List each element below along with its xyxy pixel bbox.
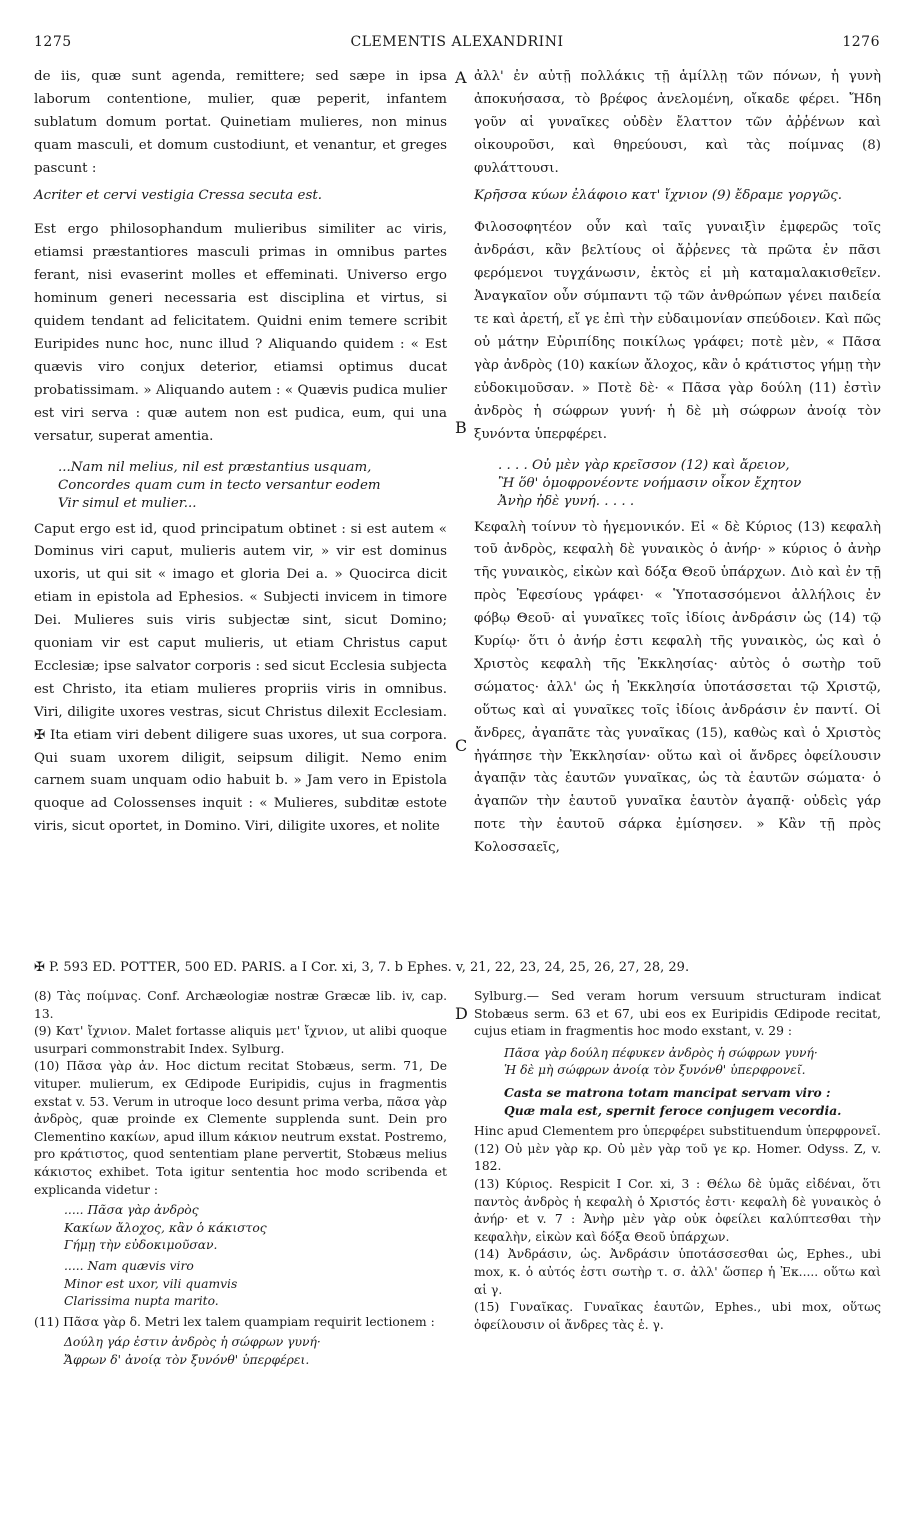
footnotes-right	[474, 988, 881, 1334]
verse-line: Πᾶσα γὰρ δούλη πέφυκεν ἀνδρὸς ἡ σώφρων γυνή·	[504, 1045, 818, 1060]
footnote: (11) Πᾶσα γὰρ δ. Metri lex talem quampiam requirit lectionem :	[34, 1314, 435, 1329]
footnote: (12) Οὐ μὲν γὰρ κρ. Οὐ μὲν γὰρ τοῦ γε κρ. Homer. Odyss. Z, v. 182.	[474, 1141, 881, 1174]
running-title: CLEMENTIS ALEXANDRINI	[350, 34, 564, 50]
footnotes-left	[34, 988, 447, 1372]
greek-paragraph: Φιλοσοφητέον οὖν καὶ ταῖς γυναιξὶν ἐμφερῶς τοῖς ἀνδράσι, κἂν βελτίους οἱ ἄῤῥενες τὰ πρῶτα ἐν πᾶσι φερόμενοι τυγχάνωσιν, ἐκτὸς εἰ μὴ καταμαλακισθεῖεν. Ἀναγκαῖον οὖν σύμπαντι τῷ τῶν ἀνθρώπων γένει παιδεία τε καὶ ἀρετή, εἴ γε ἐπὶ τὴν εὐδαιμονίαν σπεύδοιεν. Καὶ πῶς οὐ μάτην Εὐριπίδης ποικίλως γράφει; ποτὲ μὲν, « Πᾶσα γὰρ ἀνδρὸς (10) κακίων ἄλοχος, κἂν ὁ κράτιστος γήμῃ τὴν εὐδοκιμοῦσαν. » Ποτὲ δὲ· « Πᾶσα γὰρ δούλη (11) ἐστὶν ἀνδρὸς ἡ σώφρων γυνή· ἡ δὲ μὴ σώφρων ἀνοίᾳ τὸν ξυνόντα ὑπερφέρει.	[474, 220, 881, 442]
footnote: Hinc apud Clementem pro ὑπερφέρει substituendum ὑπερφρονεῖ.	[474, 1124, 881, 1139]
verse-line: . . . . Οὐ μὲν γὰρ κρεῖσσον (12) καὶ ἄρειον,	[498, 457, 790, 473]
verse-line: Quæ mala est, spernit feroce conjugem vecordia.	[504, 1102, 842, 1118]
verse-line: Casta se matrona totam mancipat servam viro :	[504, 1084, 831, 1100]
page-number-right: 1276	[842, 34, 880, 50]
verse-line: Ἢ ὅθ' ὁμοφρονέοντε νοήμασιν οἶκον ἔχητον	[498, 475, 802, 491]
verse-line: ...Nam nil melius, nil est præstantius usquam,	[58, 459, 372, 475]
footnote: (14) Ἀνδράσιν, ὡς. Ἀνδράσιν ὑποτάσσεσθαι ὡς, Ephes., ubi mox, κ. ὁ αὐτός ἐστι σωτὴρ τ. σ. ἀλλ' ὥσπερ ἡ Ἐκ..... οὕτω καὶ αἱ γ.	[474, 1247, 881, 1297]
margin-marker-a: A	[455, 68, 467, 87]
footnote-verse	[474, 1084, 881, 1119]
page-number-left: 1275	[34, 34, 72, 50]
verse-line: ..... Πᾶσα γὰρ ἀνδρὸς	[64, 1203, 199, 1218]
footnote-verse	[474, 1045, 881, 1080]
greek-column	[474, 66, 881, 860]
verse-line: Minor est uxor, vili quamvis	[64, 1276, 238, 1291]
verse-line: Γήμῃ τὴν εὐδοκιμοῦσαν.	[64, 1238, 218, 1253]
verse-line: Ἀνὴρ ἠδὲ γυνή. . . . .	[498, 493, 635, 509]
greek-verse-block	[474, 457, 881, 511]
margin-marker-d: D	[455, 1004, 468, 1023]
footnote: (8) Τὰς ποίμνας. Conf. Archæologiæ nostræ Græcæ lib. iv, cap. 13.	[34, 989, 447, 1021]
verse-line: Vir simul et mulier...	[58, 495, 197, 511]
running-header	[34, 34, 880, 54]
verse-line: Clarissima nupta marito.	[64, 1294, 219, 1309]
greek-paragraph: ἀλλ' ἐν αὐτῇ πολλάκις τῇ ἁμίλλῃ τῶν πόνων, ἡ γυνὴ ἀποκυήσασα, τὸ βρέφος ἀνελομένη, οἴκαδε φέρει. Ἤδη γοῦν αἱ γυναῖκες οὐδὲν ἔλαττον τῶν ἀῤῥένων καὶ οἰκουροῦσι, καὶ θηρεύουσι, καὶ τὰς ποίμνας (8) φυλάττουσι.	[474, 69, 881, 176]
footnote: (15) Γυναῖκας. Γυναῖκας ἑαυτῶν, Ephes., ubi mox, οὕτως ὀφείλουσιν οἱ ἄνδρες τὰς ἑ. γ.	[474, 1300, 881, 1332]
latin-column	[34, 66, 447, 839]
latin-paragraph: Est ergo philosophandum mulieribus similiter ac viris, etiamsi præstantiores masculi primas in omnibus partes ferant, nisi evaserint molles et effeminati. Universo ergo hominum generi necessaria est disciplina et virtus, si quidem tendant ad felicitatem. Quidni enim temere scribit Euripides nunc hoc, nunc illud ? Aliquando quidem : « Est quævis viro conjux deterior, etiamsi optimus ducat probatissimam. » Aliquando autem : « Quævis pudica mulier est viri serva : quæ autem non est pudica, eum, qui una versatur, superat amentia.	[34, 222, 447, 444]
margin-marker-b: B	[455, 418, 467, 437]
footnote: Sylburg.— Sed veram horum versuum structuram indicat Stobæus serm. 63 et 67, ubi eos ex Euripidis Œdipode recitat, cujus etiam in fragmentis hoc modo exstant, v. 29 :	[474, 989, 881, 1039]
footnote-verse	[34, 1258, 447, 1311]
verse-line: Ἄφρων δ' ἀνοίᾳ τὸν ξυνόνθ' ὑπερφέρει.	[64, 1352, 310, 1367]
margin-marker-c: C	[455, 736, 468, 755]
reference-line: ✠ P. 593 ED. POTTER, 500 ED. PARIS. a I Cor. xi, 3, 7. b Ephes. v, 21, 22, 23, 24, 25, 26, 27, 28, 29.	[34, 960, 690, 975]
verse-line: ..... Nam quævis viro	[64, 1258, 194, 1273]
footnote: (9) Κατ' ἴχνιον. Malet fortasse aliquis μετ' ἴχνιον, ut alibi quoque usurpari commonstrabit Index. Sylburg.	[34, 1024, 447, 1056]
greek-verse: Κρῆσσα κύων ἐλάφοιο κατ' ἴχνιον (9) ἔδραμε γοργῶς.	[474, 187, 842, 203]
latin-verse: Acriter et cervi vestigia Cressa secuta est.	[34, 187, 322, 203]
latin-verse-block	[34, 459, 447, 513]
footnote: (13) Κύριος. Respicit I Cor. xi, 3 : Θέλω δὲ ὑμᾶς εἰδέναι, ὅτι παντὸς ἀνδρὸς ἡ κεφαλὴ ὁ Χριστός ἐστι· κεφαλὴ δὲ γυναικὸς ὁ ἀνήρ· et v. 7 : Ἀνὴρ μὲν γὰρ οὐκ ὀφείλει καλύπτεσθαι τὴν κεφαλὴν, εἰκὼν καὶ δόξα Θεοῦ ὑπάρχων.	[474, 1176, 881, 1244]
footnote: (10) Πᾶσα γὰρ ἀν. Hoc dictum recitat Stobæus, serm. 71, De vituper. mulierum, ex Œdipode Euripidis, cujus in fragmentis exstat v. 53. Verum in utroque loco desunt prima verba, πᾶσα γὰρ ἀνδρὸς, quæ proinde ex Clemente supplenda sunt. Dein pro Clementino κακίων, apud illum κάκιον neutrum exstat. Postremo, pro κράτιστος, quod sententiam plane pervertit, Stobæus melius κάκιστος exhibet. Tota igitur sententia hoc modo scribenda et explicanda videtur :	[34, 1059, 447, 1197]
greek-paragraph: Κεφαλὴ τοίνυν τὸ ἡγεμονικόν. Εἰ « δὲ Κύριος (13) κεφαλὴ τοῦ ἀνδρὸς, κεφαλὴ δὲ γυναικὸς ὁ ἀνήρ· » κύριος ὁ ἀνὴρ τῆς γυναικὸς, εἰκὼν καὶ δόξα Θεοῦ ὑπάρχων. Διὸ καὶ ἐν τῇ πρὸς Ἐφεσίους γράφει· « Ὑποτασσόμενοι ἀλλήλοις ἐν φόβῳ Θεοῦ· αἱ γυναῖκες τοῖς ἰδίοις ἀνδράσιν ὡς (14) τῷ Κυρίῳ· ὅτι ὁ ἀνήρ ἐστι κεφαλὴ τῆς γυναικὸς, ὡς καὶ ὁ Χριστὸς κεφαλὴ τῆς Ἐκκλησίας· αὐτὸς ὁ σωτὴρ τοῦ σώματος· ἀλλ' ὡς ἡ Ἐκκλησία ὑποτάσσεται τῷ Χριστῷ, οὕτως καὶ αἱ γυναῖκες τοῖς ἰδίοις ἀνδράσιν ἐν παντί. Οἱ ἄνδρες, ἀγαπᾶτε τὰς γυναῖκας (15), καθὼς καὶ ὁ Χριστὸς ἠγάπησε τὴν Ἐκκλησίαν· οὕτω καὶ οἱ ἄνδρες ὀφείλουσιν ἀγαπᾷν τὰς ἑαυτῶν γυναῖκας, ὡς τὰ ἑαυτῶν σώματα· ὁ ἀγαπῶν τὴν ἑαυτοῦ γυναῖκα ἑαυτὸν ἀγαπᾷ· οὐδεὶς γάρ ποτε τὴν ἑαυτοῦ σάρκα ἐμίσησεν. » Κἂν τῇ πρὸς Κολοσσαεῖς,	[474, 519, 881, 856]
verse-line: Κακίων ἄλοχος, κἂν ὁ κάκιστος	[64, 1220, 267, 1235]
verse-line: Δούλη γάρ ἐστιν ἀνδρὸς ἡ σώφρων γυνή·	[64, 1335, 321, 1350]
latin-paragraph: de iis, quæ sunt agenda, remittere; sed sæpe in ipsa laborum contentione, mulier, quæ peperit, infantem sublatum domum portat. Quinetiam mulieres, non minus quam masculi, et domum custodiunt, et venantur, et greges pascunt :	[34, 69, 447, 176]
footnote-verse	[34, 1202, 447, 1255]
footnote-verse	[34, 1334, 447, 1369]
verse-line: Ἡ δὲ μὴ σώφρων ἀνοίᾳ τὸν ξυνόνθ' ὑπερφρονεῖ.	[504, 1063, 806, 1078]
latin-paragraph: Caput ergo est id, quod principatum obtinet : si est autem « Dominus viri caput, mulieris autem vir, » vir est dominus uxoris, ut qui sit « imago et gloria Dei a. » Quocirca dicit etiam in epistola ad Ephesios. « Subjecti invicem in timore Dei. Mulieres suis viris subjectæ sint, sicut Domino; quoniam vir est caput mulieris, ut etiam Christus caput Ecclesiæ; ipse salvator corporis : sed sicut Ecclesia subjecta est Christo, ita etiam mulieres propriis viris in omnibus. Viri, diligite uxores vestras, sicut Christus dilexit Ecclesiam. ✠ Ita etiam viri debent diligere suas uxores, ut sua corpora. Qui suam uxorem diligit, seipsum diligit. Nemo enim carnem suam unquam odio habuit b. » Jam vero in Epistola quoque ad Colossenses inquit : « Mulieres, subditæ estote viris, sicut oportet, in Domino. Viri, diligite uxores, et nolite	[34, 521, 447, 835]
verse-line: Concordes quam cum in tecto versantur eodem	[58, 477, 381, 493]
